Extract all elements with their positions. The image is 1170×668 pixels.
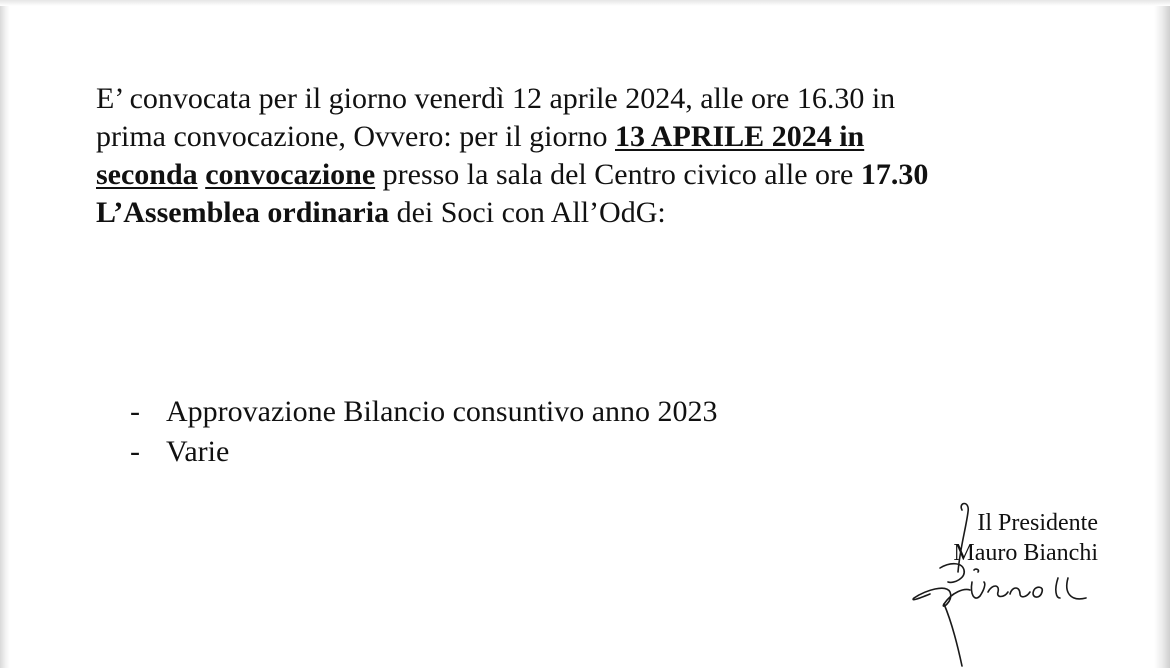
page-right-shadow [1154, 0, 1170, 668]
convocation-line-4 [96, 194, 1056, 232]
agenda-list [130, 392, 718, 472]
agenda-bullet: - [130, 395, 140, 428]
agenda-intro-text: dei Soci con All’OdG: [389, 196, 666, 229]
meeting-time: 17.30 [860, 158, 929, 191]
handwritten-signature [900, 498, 1110, 668]
convocation-line-2 [96, 118, 1056, 156]
agenda-item-label: Varie [166, 435, 230, 468]
convocazione-word: convocazione [205, 158, 376, 191]
convocation-line-1 [96, 80, 1056, 118]
signer-role: Il Presidente [977, 510, 1098, 536]
seconda-word: seconda [96, 158, 198, 191]
second-call-date: 13 APRILE 2024 in [615, 120, 865, 153]
agenda-item [130, 392, 718, 432]
convocation-first-date-text: E’ convocata per il giorno venerdì 12 aprile 2024, alle ore 16.30 in [96, 82, 896, 115]
agenda-item [130, 432, 718, 472]
assembly-title: L’Assemblea ordinaria [96, 196, 390, 229]
convocation-line-3 [96, 156, 1056, 194]
agenda-bullet: - [130, 435, 140, 468]
page-left-shadow [0, 0, 10, 668]
page-top-shadow [0, 0, 1170, 6]
convocation-paragraph [96, 80, 1056, 232]
signer-name: Mauro Bianchi [953, 540, 1098, 566]
venue-text: presso la sala del Centro civico alle ore [375, 158, 861, 191]
convocation-prima-text: prima convocazione, Ovvero: per il giorno [96, 120, 615, 153]
agenda-item-label: Approvazione Bilancio consuntivo anno 2023 [166, 395, 718, 428]
